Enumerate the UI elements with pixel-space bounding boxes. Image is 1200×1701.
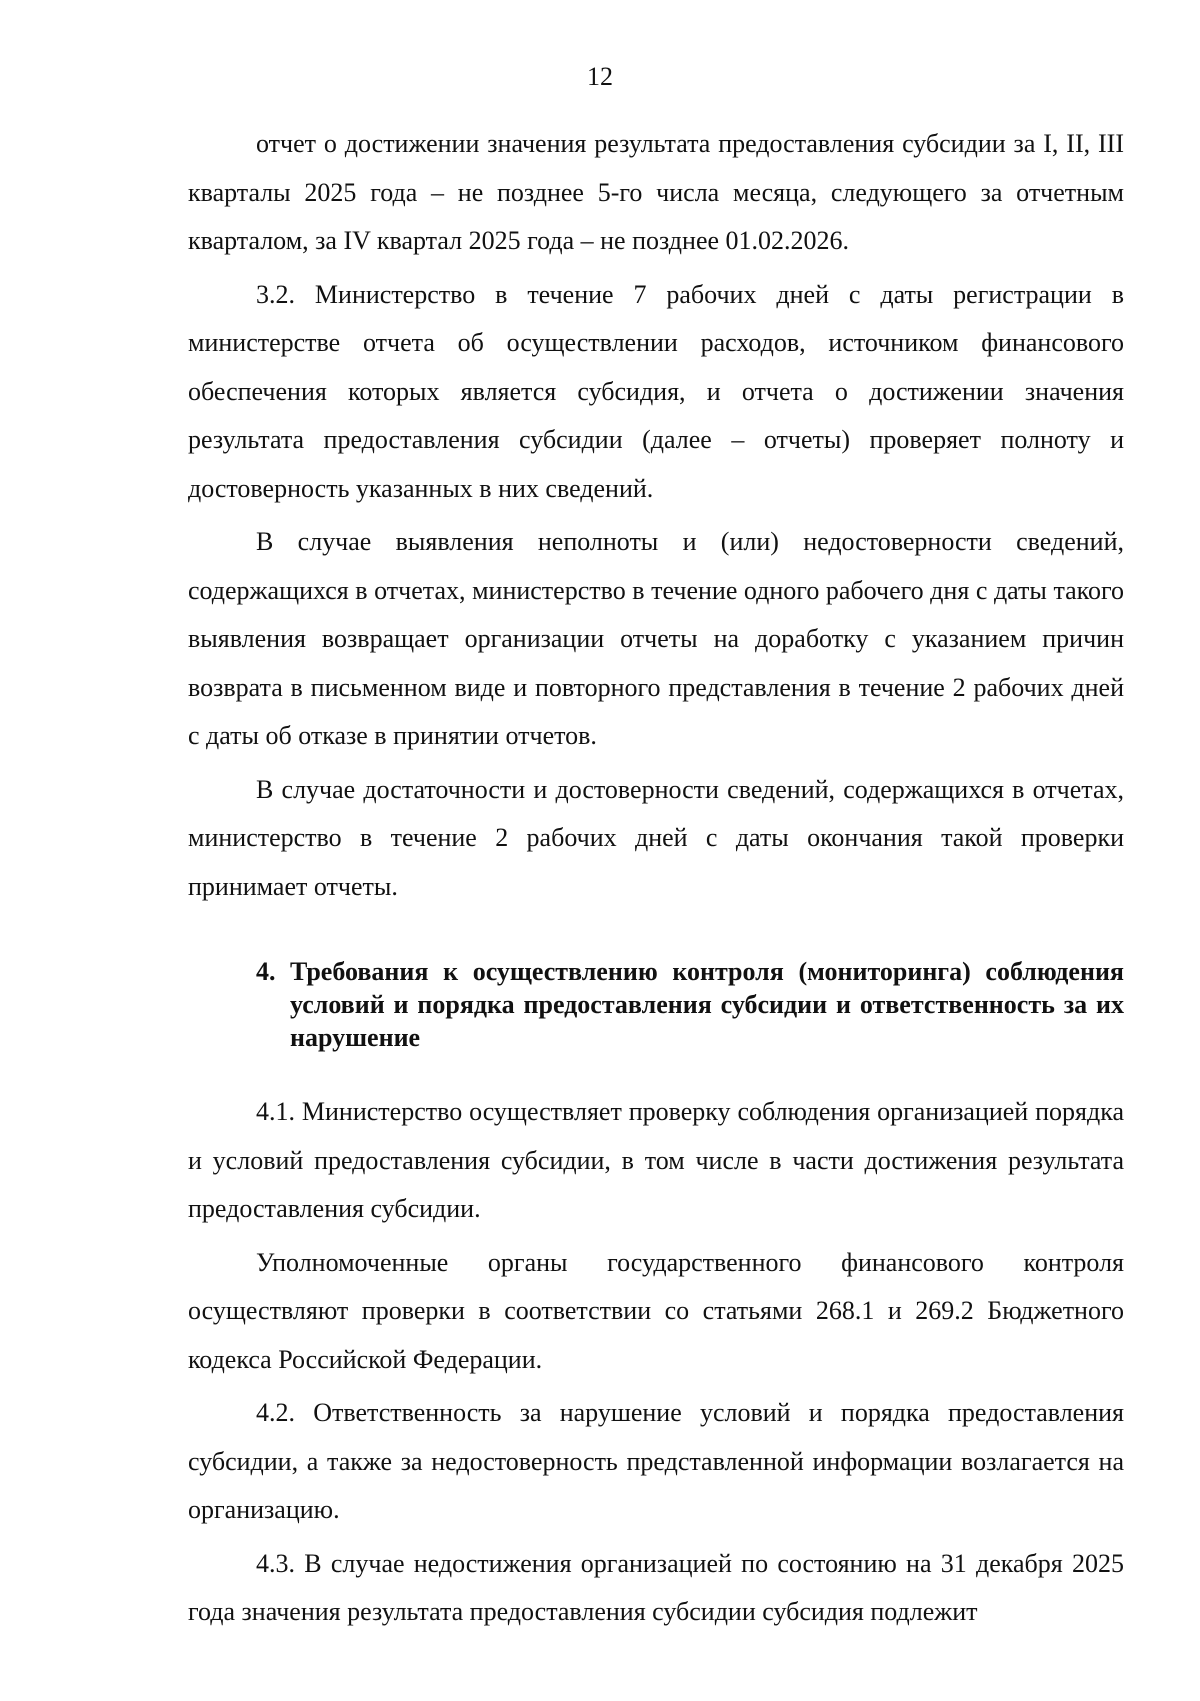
paragraph-4-2: 4.2. Ответственность за нарушение условий и порядка предоставления субсидии, а также за недостоверность представленной информации возлагается на организацию. <box>188 1398 1124 1524</box>
paragraph-4-3: 4.3. В случае недостижения организацией по состоянию на 31 декабря 2025 года значения результата предоставления субсидии субсидия подлежит <box>188 1548 1124 1626</box>
section-4-number: 4. <box>256 957 276 986</box>
paragraph-control-bodies: Уполномоченные органы государственного финансового контроля осуществляют проверки в соответствии со статьями 268.1 и 269.2 Бюджетного кодекса Российской Федерации. <box>188 1247 1124 1374</box>
paragraph-sufficiency: В случае достаточности и достоверности сведений, содержащихся в отчетах, министерство в течение 2 рабочих дней с даты окончания такой проверки принимает отчеты. <box>188 774 1124 901</box>
paragraph-4-1: 4.1. Министерство осуществляет проверку соблюдения организацией порядка и условий предоставления субсидии, в том числе в части достижения результата предоставления субсидии. <box>188 1097 1124 1223</box>
paragraph-incomplete-info: В случае выявления неполноты и (или) недостоверности сведений, содержащихся в отчетах, министерство в течение одного рабочего дня с даты такого выявления возвращает организации отчеты на доработку с указанием причин возврата в письменном виде и повторного представления в течение 2 рабочих дней с даты об отказе в принятии отчетов. <box>188 527 1124 750</box>
document-body <box>188 120 1124 1637</box>
section-4-heading <box>188 955 1124 1054</box>
paragraph-report-deadlines: отчет о достижении значения результата предоставления субсидии за I, II, III кварталы 2025 года – не позднее 5-го числа месяца, следующего за отчетным кварталом, за IV квартал 2025 года – не позднее 01.02.2026. <box>188 129 1124 255</box>
section-4-title: Требования к осуществлению контроля (мониторинга) соблюдения условий и порядка предоставления субсидии и ответственность за их нарушение <box>290 957 1124 1052</box>
page-number: 12 <box>587 62 613 91</box>
paragraph-3-2: 3.2. Министерство в течение 7 рабочих дней с даты регистрации в министерстве отчета об осуществлении расходов, источником финансового обеспечения которых является субсидия, и отчета о достижении значения результата предоставления субсидии (далее – отчеты) проверяет полноту и достоверность указанных в них сведений. <box>188 279 1124 503</box>
